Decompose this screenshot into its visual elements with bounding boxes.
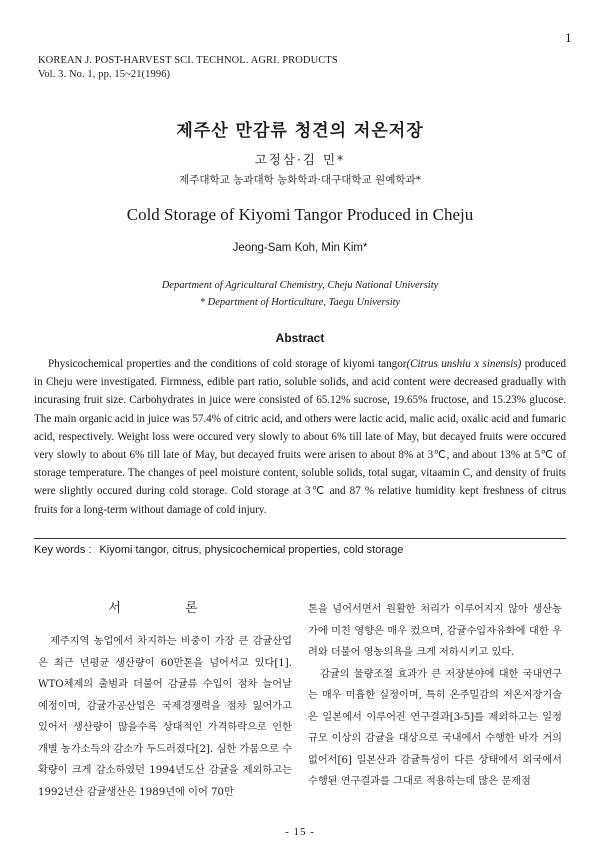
body-column-left [38, 631, 292, 803]
journal-name: KOREAN J. POST-HARVEST SCI. TECHNOL. AGRI. PRODUCTS [38, 55, 338, 66]
journal-header [38, 54, 338, 82]
keywords [34, 544, 403, 556]
keywords-label: Key words : [34, 544, 92, 556]
abstract-text [34, 355, 566, 519]
english-title: Cold Storage of Kiyomi Tangor Produced in Cheju [126, 205, 474, 224]
body-column-right [308, 599, 562, 793]
keywords-divider [34, 538, 566, 539]
paragraph: 감귤의 물량조절 효과가 큰 저장분야에 대한 국내연구는 매우 미흡한 실정이며, 특히 온주밀감의 저온저장기술은 일본에서 이루어진 연구결과[3-5]를 제외하고는 일정규모 이상의 감귤을 대상으로 국내에서 수행한 바가 거의 없어서[6] 일본산과 감귤특성이 다른 상태에서 외국에서 수행된 연구결과를 그대로 적용하는데 많은 문제점 [308, 668, 562, 787]
korean-affiliation: 제주대학교 농과대학 농화학과·대구대학교 원예학과* [179, 174, 421, 186]
journal-volume: Vol. 3. No. 1, pp. 15~21(1996) [38, 69, 171, 80]
section-heading-introduction: 서 론 [108, 601, 228, 616]
english-authors: Jeong-Sam Koh, Min Kim* [232, 242, 368, 254]
affiliation-1: Department of Agricultural Chemistry, Cheju National University [161, 280, 439, 291]
page-number-bottom: - 15 - [285, 826, 315, 838]
korean-authors: 고정삼·김 민* [254, 152, 346, 167]
korean-title: 제주산 만감류 청견의 저온저장 [176, 121, 424, 141]
abstract-heading: Abstract [275, 331, 325, 345]
keywords-text: Kiyomi tangor, citrus, physicochemical properties, cold storage [99, 544, 404, 556]
page-number-top: 1 [565, 32, 572, 45]
abstract-text-part2: produced in Cheju were investigated. Firmness, edible part ratio, soluble solids, and acid content were decreased gradually with incurasing fruit size. Carbohydrates in juice were consisted of 65.12% sucrose, 19.65% fructose, and 15.23% glucose. The main organic acid in juice was 57.4% of citric acid, and others were lactic acid, malic acid, oxalic acid and fumaric acid, respectively. Weight loss were occured very slowly to about 6% till late of May, but decayed fruits were occured very slowly to about 6% till late of May, but decayed fruits were arisen to about 8% at 3℃, and about 13% at 5℃ of storage temperature. The changes of peel moisture content, soluble solids, total sugar, vitaamin C, and density of fruits were slightly occured during cold storage. Cold storage at 3℃ and 87 % relative humidity kept freshness of citrus fruits for a long-term without damage of cold injury. [34, 358, 566, 516]
english-affiliations [0, 277, 600, 311]
abstract-species-name: (Citrus unshiu x sinensis) [406, 358, 522, 370]
affiliation-2: * Department of Horticulture, Taegu University [199, 297, 401, 308]
paragraph: 톤을 넘어서면서 원활한 처리가 이루어지지 않아 생산농가에 미친 영향은 매우 컸으며, 감귤수입자유화에 대한 우려와 더불어 영농의욕을 크게 저하시키고 있다. [308, 604, 562, 658]
abstract-text-part1: Physicochemical properties and the conditions of cold storage of kiyomi tangor [48, 358, 407, 370]
paragraph: 제주지역 농업에서 차지하는 비중이 가장 큰 감귤산업은 최근 년평균 생산량이 60만톤을 넘어서고 있다[1]. WTO체제의 출범과 더불어 감귤류 수입이 점차 늘어날 예정이며, 감귤가공산업은 국제경쟁력을 점차 잃어가고 있어서 생산량이 많을수록 상대적인 가격하락으로 인한 개별 농가소득의 감소가 두드러졌다[2]. 심한 가뭄으로 수확량이 크게 감소하였던 1994년도산 감귤을 제외하고는 1992년산 감귤생산은 1989년에 이어 70만 [38, 636, 292, 798]
